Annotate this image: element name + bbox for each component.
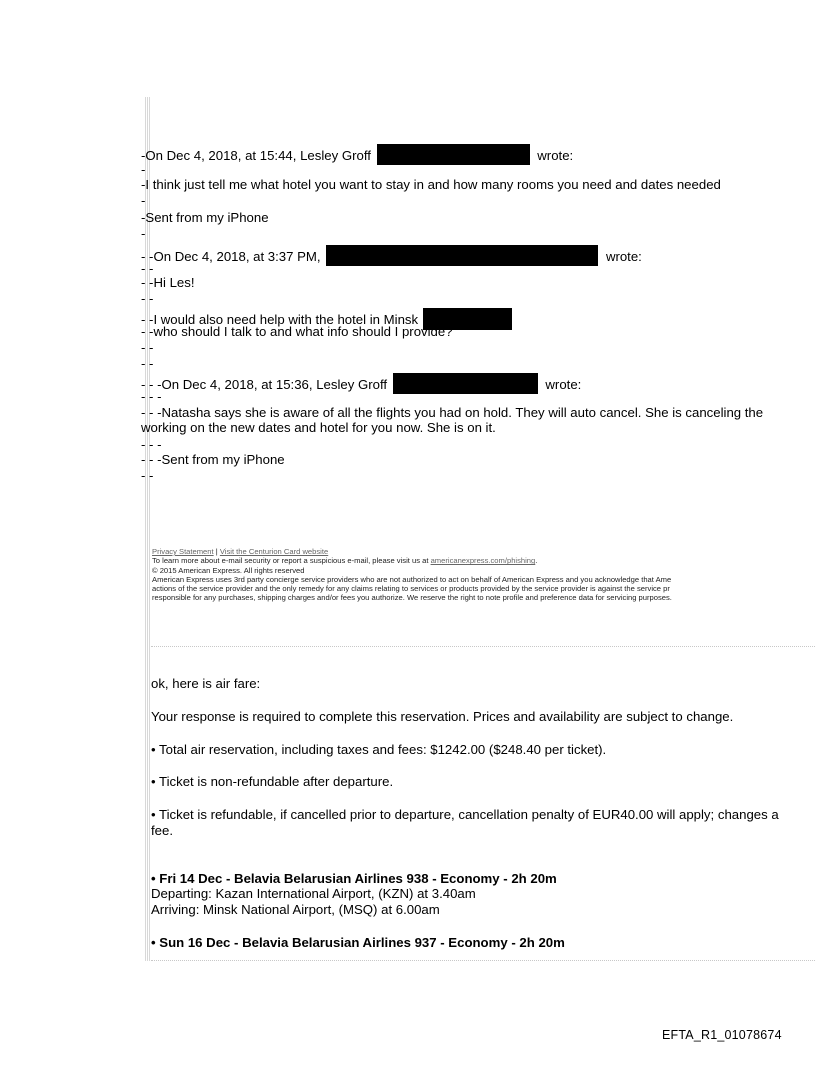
thread-line: working on the new dates and hotel for you now. She is on it. xyxy=(141,420,496,435)
bates-number: EFTA_R1_01078674 xyxy=(662,1028,782,1042)
thread-line: - -On Dec 4, 2018, at 3:37 PM, wrote: xyxy=(141,245,642,266)
flight-1-title: • Fri 14 Dec - Belavia Belarusian Airlines 938 - Economy - 2h 20m xyxy=(151,871,557,886)
footer-disclaimer-line: American Express uses 3rd party concierge service providers who are not authorized to act on behalf of American Express and you acknowledge that Ame xyxy=(152,574,672,584)
thread-line: - -Hi Les! xyxy=(141,275,195,290)
thread-line: - - xyxy=(141,291,154,306)
thread-line: - - -Sent from my iPhone xyxy=(141,452,285,467)
thread-line: - - xyxy=(141,356,154,371)
reply-line: fee. xyxy=(151,823,173,838)
thread-line: - - xyxy=(141,340,154,355)
thread-line: - -who should I talk to and what info should I provide? xyxy=(141,324,453,339)
redaction-box xyxy=(377,144,530,165)
privacy-statement-link[interactable]: Privacy Statement xyxy=(152,547,214,556)
thread-line: - - xyxy=(141,468,154,483)
footer-copyright: © 2015 American Express. All rights reserved xyxy=(152,565,305,575)
flight-2-title: • Sun 16 Dec - Belavia Belarusian Airlines 937 - Economy - 2h 20m xyxy=(151,935,565,950)
reply-line: • Ticket is refundable, if cancelled prior to departure, cancellation penalty of EUR40.00 will apply; changes a xyxy=(151,807,779,822)
thread-line: - - - xyxy=(141,389,162,404)
thread-line: - - -Natasha says she is aware of all the flights you had on hold. They will auto cancel. She is canceling the xyxy=(141,405,764,420)
footer-links-line xyxy=(152,547,672,556)
amex-footer xyxy=(152,547,672,603)
redaction-box xyxy=(393,373,538,394)
footer-disclaimer-line: responsible for any purchases, shipping charges and/or fees you authorize. We reserve the right to note profile and preference data for servicing purposes. xyxy=(152,593,672,603)
flight-1-departing: Departing: Kazan International Airport, (KZN) at 3.40am xyxy=(151,886,476,901)
flight-1-arriving: Arriving: Minsk National Airport, (MSQ) at 6.00am xyxy=(151,902,440,917)
footer-learn-line: To learn more about e-mail security or report a suspicious e-mail, please visit us at americanexpress.com/phishing. xyxy=(152,556,538,566)
thread-line: - xyxy=(141,162,146,177)
reply-line: • Ticket is non-refundable after departure. xyxy=(151,774,394,789)
reply-line: ok, here is air fare: xyxy=(151,676,261,691)
reply-line: • Total air reservation, including taxes and fees: $1242.00 ($248.40 per ticket). xyxy=(151,742,607,757)
redaction-box xyxy=(326,245,598,266)
thread-line: - xyxy=(141,226,146,241)
phishing-link[interactable]: americanexpress.com/phishing xyxy=(430,556,536,566)
thread-line: - - - xyxy=(141,437,162,452)
reply-line: Your response is required to complete this reservation. Prices and availability are subject to change. xyxy=(151,709,734,724)
thread-line: - -I would also need help with the hotel in Minsk xyxy=(141,308,512,330)
bottom-divider xyxy=(151,960,816,961)
centurion-website-link[interactable]: Visit the Centurion Card website xyxy=(219,547,329,556)
footer-pipe: | xyxy=(215,547,218,556)
thread-line: -Sent from my iPhone xyxy=(141,210,269,225)
thread-line: - - xyxy=(141,261,154,276)
thread-line: -I think just tell me what hotel you want to stay in and how many rooms you need and dates needed xyxy=(141,177,721,192)
thread-line: - xyxy=(141,193,146,208)
thread-line: -On Dec 4, 2018, at 15:44, Lesley Groff wrote: xyxy=(141,144,573,165)
footer-disclaimer-line: actions of the service provider and the only remedy for any claims relating to services or products provided by the service provider is against the service pr xyxy=(152,584,670,594)
message-divider xyxy=(151,646,816,647)
thread-line: - - -On Dec 4, 2018, at 15:36, Lesley Groff wrote: xyxy=(141,373,581,394)
